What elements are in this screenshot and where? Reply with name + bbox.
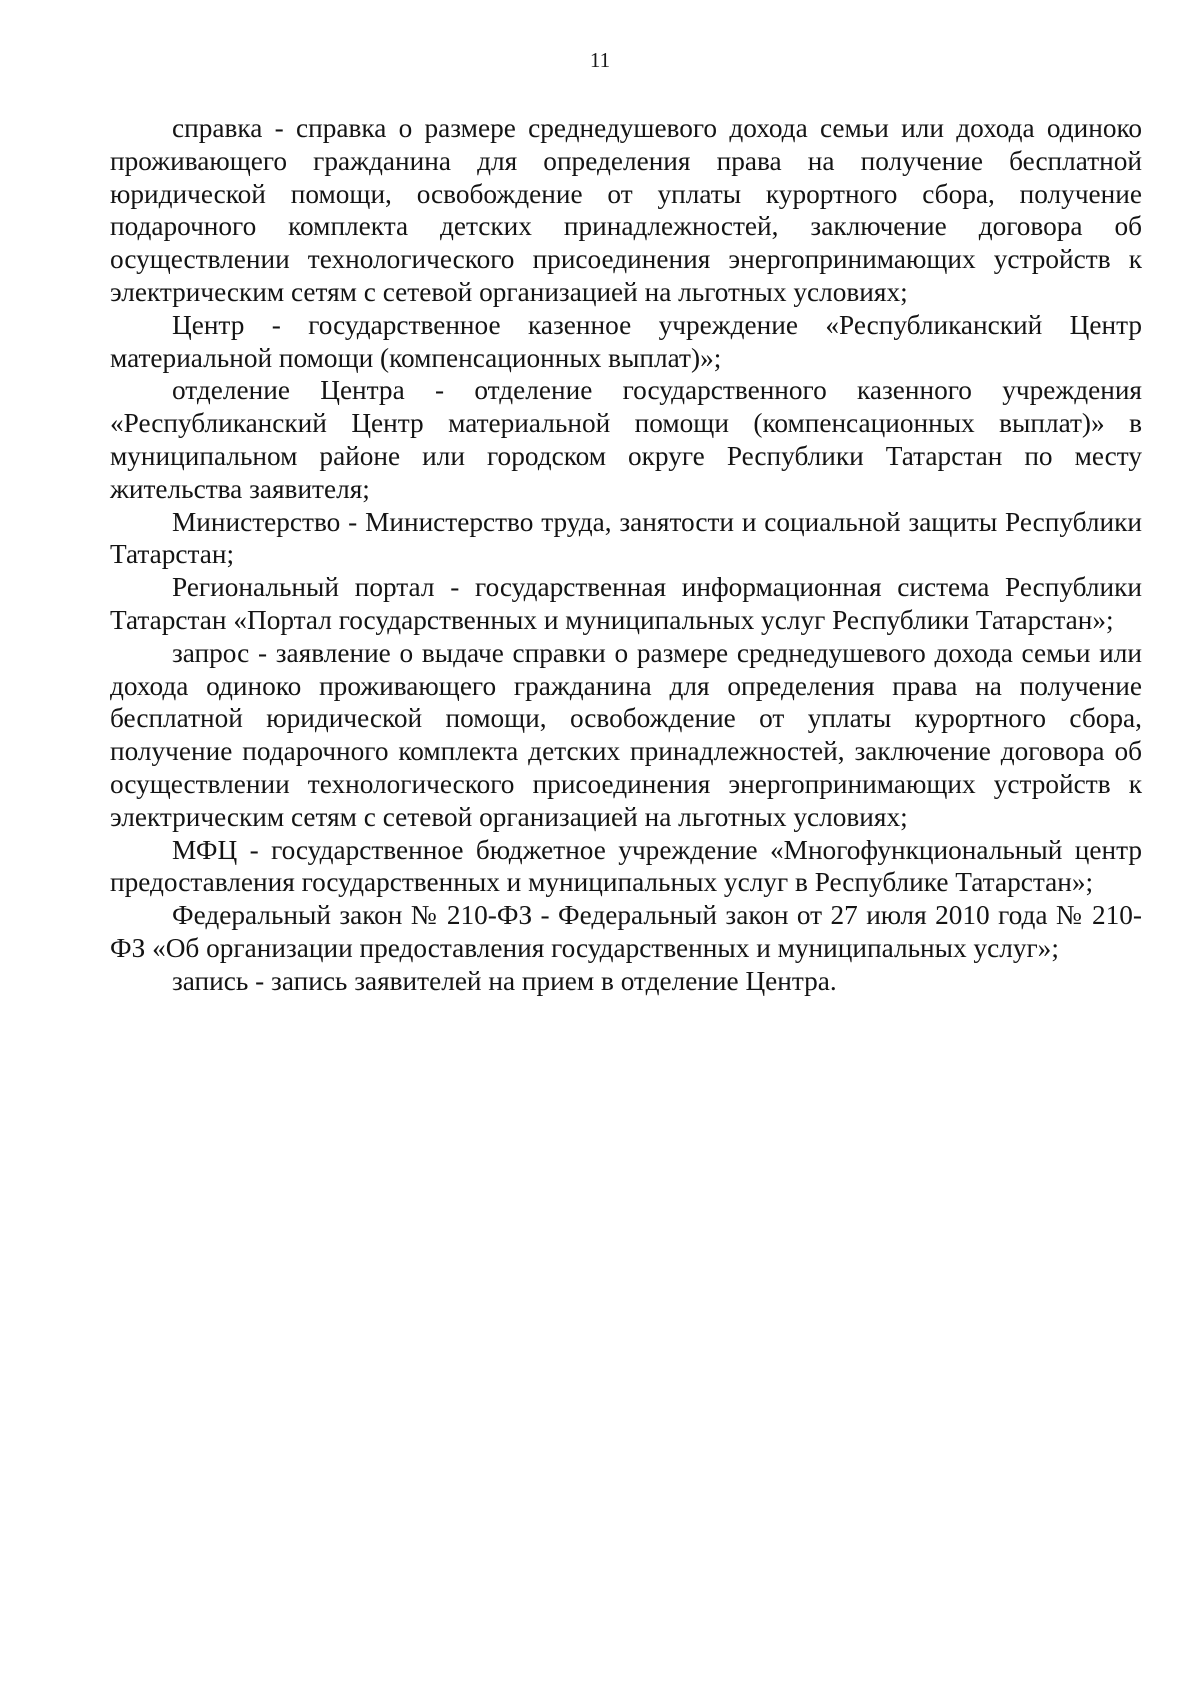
page-number: 11 <box>589 48 611 72</box>
definition-tsentr: Центр - государственное казенное учреждение «Республиканский Центр материальной помощи (компенсационных выплат)»; <box>110 309 1142 373</box>
document-body <box>110 112 1142 998</box>
definition-spravka: справка - справка о размере среднедушевого дохода семьи или дохода одиноко проживающего гражданина для определения права на получение бесплатной юридической помощи, освобождение от уплаты курортного сбора, получение подарочного комплекта детских принадлежностей, заключение договора об осуществлении технологического присоединения энергопринимающих устройств к электрическим сетям с сетевой организацией на льготных условиях; <box>110 113 1142 307</box>
definition-mfts: МФЦ - государственное бюджетное учреждение «Многофункциональный центр предоставления государственных и муниципальных услуг в Республике Татарстан»; <box>110 834 1142 898</box>
definition-zapis: запись - запись заявителей на прием в отделение Центра. <box>172 965 837 996</box>
definition-ministerstvo: Министерство - Министерство труда, занятости и социальной защиты Республики Татарстан; <box>110 506 1142 570</box>
definition-federalny-zakon: Федеральный закон № 210-ФЗ - Федеральный закон от 27 июля 2010 года № 210-ФЗ «Об организации предоставления государственных и муниципальных услуг»; <box>110 900 1142 963</box>
definition-otdelenie-tsentra: отделение Центра - отделение государственного казенного учреждения «Республиканский Центр материальной помощи (компенсационных выплат)» в муниципальном районе или городском округе Республики Татарстан по месту жительства заявителя; <box>110 375 1142 504</box>
definition-regionalny-portal: Региональный портал - государственная информационная система Республики Татарстан «Портал государственных и муниципальных услуг Республики Татарстан»; <box>110 572 1142 635</box>
definition-zapros: запрос - заявление о выдаче справки о размере среднедушевого дохода семьи или дохода одиноко проживающего гражданина для определения права на получение бесплатной юридической помощи, освобождение от уплаты курортного сбора, получение подарочного комплекта детских принадлежностей, заключение договора об осуществлении технологического присоединения энергопринимающих устройств к электрическим сетям с сетевой организацией на льготных условиях; <box>110 637 1142 832</box>
